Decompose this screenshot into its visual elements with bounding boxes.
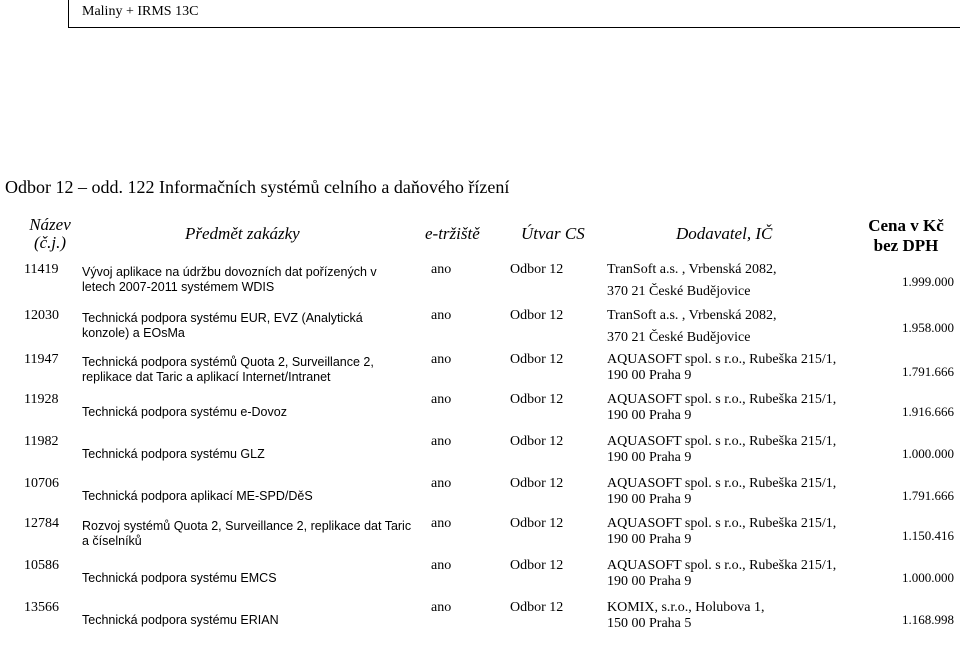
row-supplier-line1: AQUASOFT spol. s r.o., Rubeška 215/1, (607, 476, 837, 491)
section-title: Odbor 12 – odd. 122 Informačních systémů celního a daňového řízení (5, 177, 510, 197)
row-subject: Technická podpora systému ERIAN (82, 613, 279, 627)
row-supplier-line1: TranSoft a.s. , Vrbenská 2082, (607, 308, 777, 323)
row-etrziste: ano (431, 308, 452, 323)
row-id: 11928 (24, 392, 59, 407)
column-header-nazev: Název (č.j.) (29, 215, 71, 252)
row-unit: Odbor 12 (510, 308, 564, 323)
row-unit: Odbor 12 (510, 262, 564, 277)
row-etrziste: ano (431, 352, 452, 367)
row-id: 13566 (24, 600, 59, 615)
row-unit: Odbor 12 (510, 392, 564, 407)
row-unit: Odbor 12 (510, 516, 564, 531)
row-supplier (607, 434, 836, 466)
row-id: 10706 (24, 476, 59, 491)
row-supplier-line1: AQUASOFT spol. s r.o., Rubeška 215/1, (607, 392, 837, 407)
row-id: 11947 (24, 352, 59, 367)
row-etrziste: ano (431, 558, 452, 573)
row-id: 12784 (24, 516, 59, 531)
row-supplier-line1: AQUASOFT spol. s r.o., Rubeška 215/1, (607, 352, 837, 367)
header-text: Maliny + IRMS 13C (82, 4, 199, 19)
row-subject: Technická podpora systému EUR, EVZ (Analytická konzole) a EOsMa (82, 311, 363, 340)
row-supplier (607, 308, 777, 346)
row-supplier-line2: 190 00 Praha 9 (607, 492, 692, 507)
row-supplier-line2: 190 00 Praha 9 (607, 574, 692, 589)
row-supplier-line2: 150 00 Praha 5 (607, 616, 692, 631)
row-supplier-line1: KOMIX, s.r.o., Holubova 1, (607, 600, 765, 615)
row-supplier-line2: 190 00 Praha 9 (607, 450, 692, 465)
row-supplier-line2: 370 21 České Budějovice (607, 284, 751, 299)
row-supplier-line1: TranSoft a.s. , Vrbenská 2082, (607, 262, 777, 277)
row-supplier-line2: 190 00 Praha 9 (607, 368, 692, 383)
row-price: 1.791.666 (902, 364, 954, 379)
row-etrziste: ano (431, 262, 452, 277)
row-price: 1.150.416 (902, 528, 954, 543)
row-etrziste: ano (431, 434, 452, 449)
row-price: 1.916.666 (902, 404, 954, 419)
row-supplier-line2: 190 00 Praha 9 (607, 532, 692, 547)
row-supplier (607, 476, 836, 508)
row-subject: Technická podpora aplikací ME-SPD/DěS (82, 489, 313, 503)
row-supplier-line1: AQUASOFT spol. s r.o., Rubeška 215/1, (607, 516, 837, 531)
row-supplier (607, 516, 836, 548)
row-id: 12030 (24, 308, 59, 323)
row-subject: Technická podpora systému GLZ (82, 447, 265, 461)
column-header-cena-line2: bez DPH (873, 236, 939, 255)
row-supplier (607, 392, 836, 424)
row-id: 11982 (24, 434, 59, 449)
column-header-etrziste: e-tržiště (425, 224, 480, 243)
column-header-cena (852, 216, 960, 256)
row-price: 1.000.000 (902, 446, 954, 461)
row-supplier-line2: 370 21 České Budějovice (607, 330, 751, 345)
column-header-predmet: Předmět zakázky (185, 224, 300, 243)
row-etrziste: ano (431, 392, 452, 407)
row-price: 1.999.000 (902, 274, 954, 289)
row-id: 11419 (24, 262, 59, 277)
row-subject: Technická podpora systémů Quota 2, Surveillance 2, replikace dat Taric a aplikací Internet/Intranet (82, 355, 374, 384)
row-etrziste: ano (431, 476, 452, 491)
row-supplier-line2: 190 00 Praha 9 (607, 408, 692, 423)
row-price: 1.791.666 (902, 488, 954, 503)
column-header-cena-line1: Cena v Kč (868, 216, 944, 235)
row-unit: Odbor 12 (510, 600, 564, 615)
row-subject: Technická podpora systému e-Dovoz (82, 405, 287, 419)
row-supplier (607, 600, 765, 632)
column-header-dodavatel: Dodavatel, IČ (676, 224, 773, 243)
row-etrziste: ano (431, 516, 452, 531)
row-unit: Odbor 12 (510, 352, 564, 367)
row-etrziste: ano (431, 600, 452, 615)
row-supplier (607, 352, 836, 384)
row-supplier (607, 558, 836, 590)
row-subject: Technická podpora systému EMCS (82, 571, 277, 585)
row-supplier (607, 262, 777, 300)
header-box (68, 0, 960, 28)
row-id: 10586 (24, 558, 59, 573)
row-supplier-line1: AQUASOFT spol. s r.o., Rubeška 215/1, (607, 558, 837, 573)
row-subject: Rozvoj systémů Quota 2, Surveillance 2, replikace dat Taric a číselníků (82, 519, 412, 548)
row-unit: Odbor 12 (510, 434, 564, 449)
row-unit: Odbor 12 (510, 476, 564, 491)
row-supplier-line1: AQUASOFT spol. s r.o., Rubeška 215/1, (607, 434, 837, 449)
row-unit: Odbor 12 (510, 558, 564, 573)
row-subject: Vývoj aplikace na údržbu dovozních dat pořízených v letech 2007-2011 systémem WDIS (82, 265, 377, 294)
row-price: 1.000.000 (902, 570, 954, 585)
row-price: 1.958.000 (902, 320, 954, 335)
column-header-utvar: Útvar CS (521, 224, 585, 243)
row-price: 1.168.998 (902, 612, 954, 627)
